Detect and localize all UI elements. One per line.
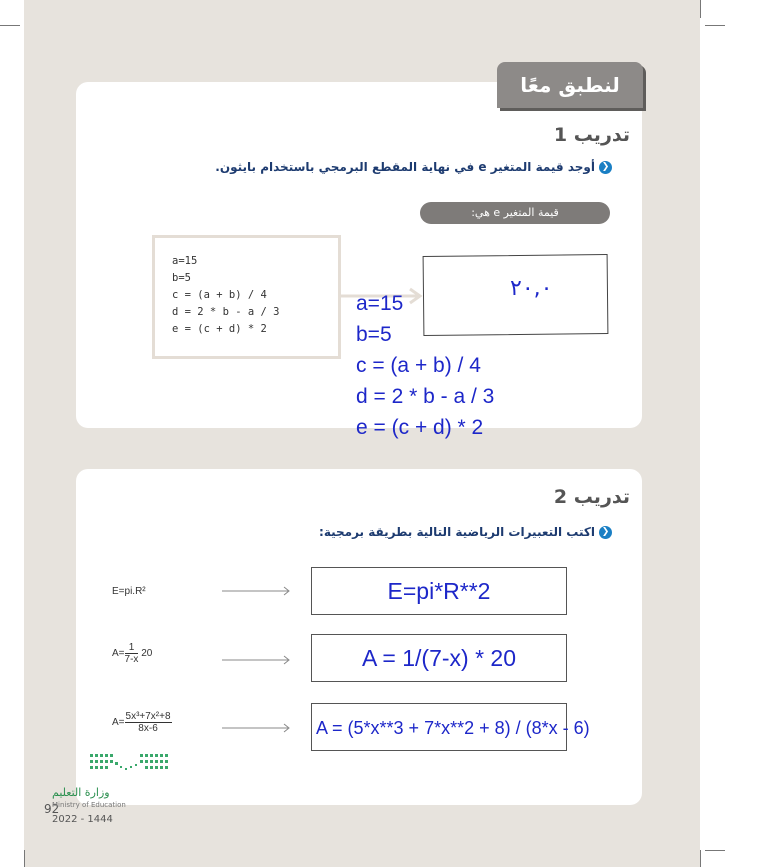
crop-mark <box>700 850 701 867</box>
result-label: قيمة المتغير e هي: <box>420 202 610 224</box>
code-block <box>152 235 341 359</box>
arrow-icon <box>222 586 292 596</box>
fraction-numerator: 5x³+7x²+8 <box>125 711 171 722</box>
code-line: d = 2 * b - a / 3 <box>172 306 280 318</box>
formula-2 <box>112 642 152 665</box>
crop-mark <box>0 25 20 26</box>
exercise1-instruction <box>200 160 612 174</box>
fraction-denominator: 7-x <box>124 654 139 665</box>
arrow-icon <box>222 655 292 665</box>
year-label: 2022 - 1444 <box>52 814 113 825</box>
code-line: e = (c + d) * 2 <box>172 323 267 335</box>
formula-2-suffix: 20 <box>141 648 153 660</box>
ministry-name-english: Ministry of Education <box>52 801 126 809</box>
section-title: لنطبق معًا <box>497 62 643 108</box>
handwritten-line: b=5 <box>356 323 392 346</box>
exercise2-instruction <box>300 525 612 539</box>
crop-mark <box>700 0 701 18</box>
code-line: c = (a + b) / 4 <box>172 289 267 301</box>
formula-2-prefix: A= <box>112 648 125 660</box>
answer-1: E=pi*R**2 <box>387 577 491 604</box>
fraction-denominator: 8x-6 <box>138 723 158 734</box>
answer-2: A = 1/(7-x) * 20 <box>361 644 517 671</box>
formula-1: E=pi.R² <box>112 586 146 597</box>
exercise2-title: تدريب 2 <box>553 486 630 508</box>
handwritten-line: c = (a + b) / 4 <box>356 354 481 377</box>
formula-3-prefix: A= <box>112 717 125 729</box>
fraction-numerator: 1 <box>125 642 139 654</box>
exercise1-title: تدريب 1 <box>553 124 630 146</box>
answer-value: ٢٠,٠ <box>510 276 553 301</box>
exercise2-instruction-text: اكتب التعبيرات الرياضية التالية بطريقة برمجية: <box>319 525 595 539</box>
fraction <box>125 642 139 665</box>
bullet-icon: ❮ <box>599 526 612 539</box>
answer-3: A = (5*x**3 + 7*x**2 + 8) / (8*x - 6) <box>316 718 590 738</box>
exercise1-instruction-text: أوجد قيمة المتغير e في نهاية المقطع البرمجي باستخدام بايثون. <box>215 160 595 174</box>
answer-box-2[interactable] <box>311 634 567 682</box>
handwritten-line: e = (c + d) * 2 <box>356 416 484 439</box>
ministry-logo-icon <box>88 750 173 780</box>
crop-mark <box>24 850 25 867</box>
code-line: a=15 <box>172 255 198 267</box>
crop-mark <box>705 850 725 851</box>
handwritten-line: d = 2 * b - a / 3 <box>356 385 495 408</box>
crop-mark <box>705 25 725 26</box>
formula-3 <box>112 711 172 734</box>
ministry-name-arabic: وزارة التعليم <box>52 786 110 799</box>
page-number: 92 <box>44 802 60 816</box>
fraction <box>125 711 172 734</box>
arrow-icon <box>222 723 292 733</box>
code-line: b=5 <box>172 272 191 284</box>
handwritten-line: a=15 <box>356 292 404 315</box>
answer-box-1[interactable] <box>311 567 567 615</box>
bullet-icon: ❮ <box>599 161 612 174</box>
